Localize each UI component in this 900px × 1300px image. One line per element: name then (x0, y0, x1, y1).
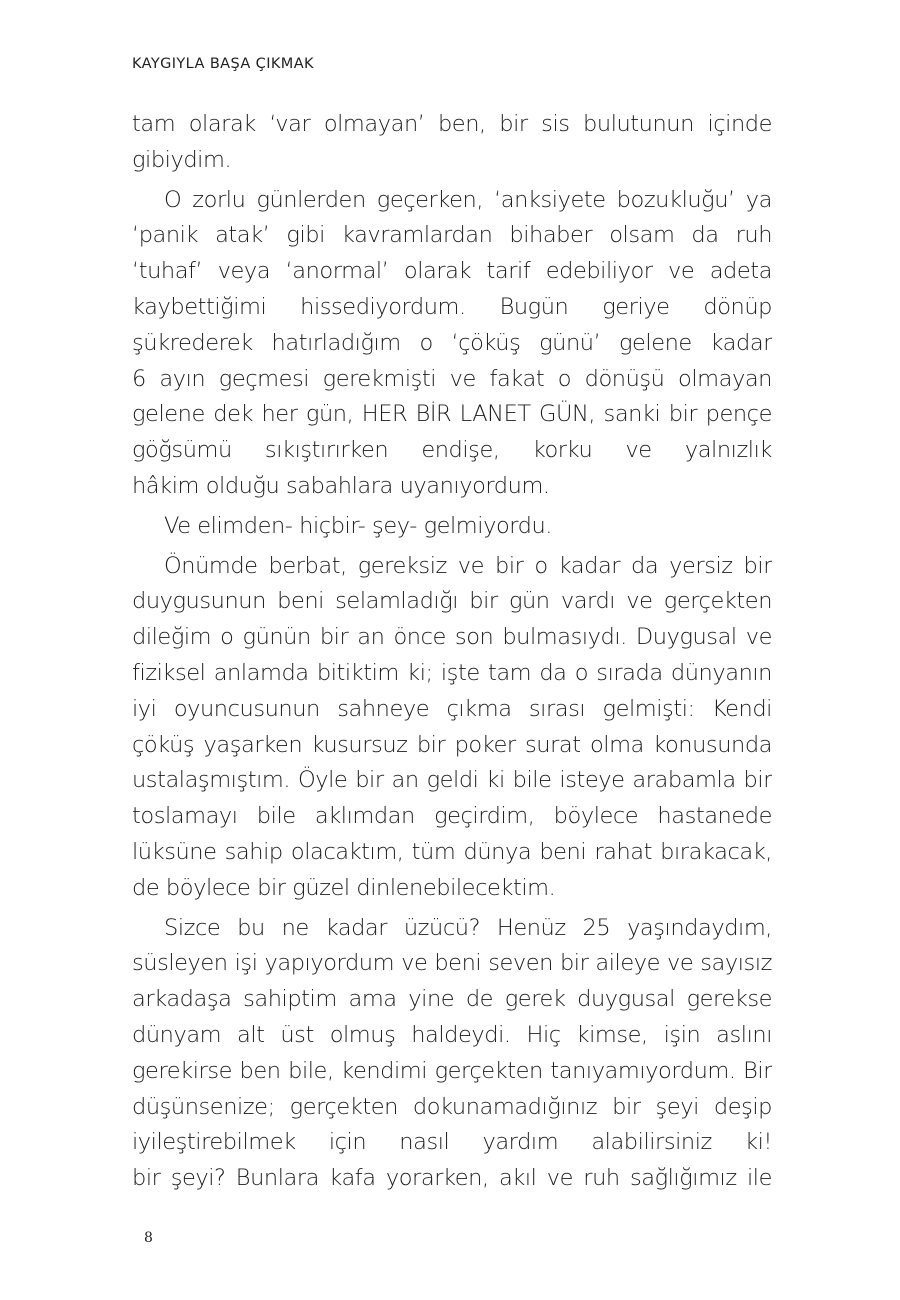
paragraph-3 (132, 509, 772, 545)
paragraph-2 (132, 183, 772, 505)
text-line: tam olarak ‘var olmayan’ ben, bir sis bulutunun içinde (132, 111, 772, 137)
text-line: dileğim o günün bir an önce son bulmasıydı. Duygusal ve (132, 624, 772, 651)
text-line: şükrederek hatırladığım o ‘çöküş günü’ gelene kadar (132, 329, 772, 356)
text-line: iyi oyuncusunun sahneye çıkma sırası gelmişti: Kendi (132, 695, 772, 722)
text-line: Sizce bu ne kadar üzücü? Henüz 25 yaşındaydım, (164, 914, 772, 941)
text-line: fiziksel anlamda bitiktim ki; işte tam da o sırada dünyanın (132, 659, 772, 686)
text-line: de böylece bir güzel dinlenebilecektim. (132, 874, 556, 901)
text-line: süsleyen işi yapıyordum ve beni seven bir aileye ve sayısız (132, 950, 772, 977)
text-line: gibiydim. (132, 146, 232, 173)
body-text (132, 107, 772, 1197)
text-line: lüksüne sahip olacaktım, tüm dünya beni rahat bırakacak, (132, 838, 772, 865)
running-header: KAYGIYLA BAŞA ÇIKMAK (132, 56, 314, 72)
text-line: kaybettiğimi hissediyordum. Bugün geriye dönüp (132, 293, 772, 320)
text-line: Önümde berbat, gereksiz ve bir o kadar da yersiz bir (164, 552, 772, 579)
paragraph-5 (132, 911, 772, 1197)
text-line: ‘tuhaf’ veya ‘anormal’ olarak tarif edebiliyor ve adeta (132, 258, 772, 285)
text-line: göğsümü sıkıştırırken endişe, korku ve yalnızlık (132, 437, 772, 464)
text-line: düşünsenize; gerçekten dokunamadığınız bir şeyi deşip (132, 1093, 772, 1120)
text-line: gerekirse ben bile, kendimi gerçekten tanıyamıyordum. Bir (132, 1057, 772, 1084)
text-line: arkadaşa sahiptim ama yine de gerek duygusal gerekse (132, 986, 772, 1013)
text-line: ustalaşmıştım. Öyle bir an geldi ki bile isteye arabamla bir (132, 767, 772, 794)
text-line: 6 ayın geçmesi gerekmişti ve fakat o dönüşü olmayan (132, 365, 772, 392)
text-line: toslamayı bile aklımdan geçirdim, böylece hastanede (132, 803, 772, 830)
text-line: çöküş yaşarken kusursuz bir poker surat olma konusunda (132, 731, 772, 758)
text-line: Ve elimden- hiçbir- şey- gelmiyordu. (164, 512, 553, 539)
text-line: bir şeyi? Bunlara kafa yorarken, akıl ve ruh sağlığımız ile (132, 1165, 772, 1192)
text-line: gelene dek her gün, HER BİR LANET GÜN, sanki bir pençe (132, 401, 772, 428)
text-line: dünyam alt üst olmuş haldeydi. Hiç kimse, işin aslını (132, 1021, 772, 1048)
text-line: O zorlu günlerden geçerken, ‘anksiyete bozukluğu’ ya (164, 186, 772, 213)
text-line: iyileştirebilmek için nasıl yardım alabilirsiniz ki! (132, 1129, 772, 1156)
paragraph-4 (132, 549, 772, 907)
paragraph-1 (132, 107, 772, 179)
text-line: ‘panik atak’ gibi kavramlardan bihaber olsam da ruh (132, 222, 772, 249)
text-line: duygusunun beni selamladığı bir gün vardı ve gerçekten (132, 588, 772, 615)
text-line: hâkim olduğu sabahlara uyanıyordum. (132, 472, 550, 499)
page-number: 8 (144, 1230, 153, 1246)
